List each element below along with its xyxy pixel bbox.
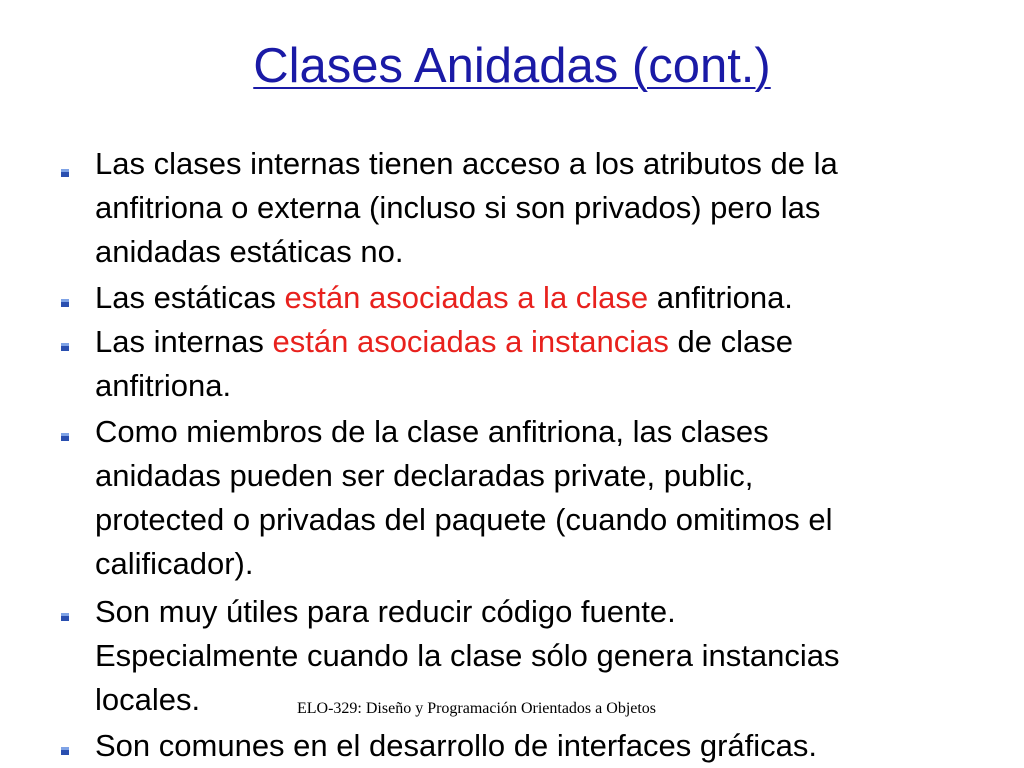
bullet-1-line-3: anidadas estáticas no. xyxy=(95,234,404,269)
bullet-3-text-start: Las internas xyxy=(95,324,273,359)
blue-square-bullet-icon xyxy=(60,746,70,756)
bullet-2-text-end: anfitriona. xyxy=(648,280,793,315)
bullet-3-highlight: están asociadas a instancias xyxy=(272,324,669,359)
bullet-6-line-1: Son comunes en el desarrollo de interfaces gráficas. xyxy=(95,728,818,763)
bullet-3-line-2: anfitriona. xyxy=(95,368,232,403)
bullet-4-line-4: calificador). xyxy=(95,546,254,581)
bullet-1-line-2: anfitriona o externa (incluso si son privados) pero las xyxy=(95,190,821,225)
slide-footer: ELO-329: Diseño y Programación Orientados a Objetos xyxy=(297,700,657,717)
blue-square-bullet-icon xyxy=(60,168,70,178)
blue-square-bullet-icon xyxy=(60,432,70,442)
blue-square-bullet-icon xyxy=(60,342,70,352)
bullet-4-line-1: Como miembros de la clase anfitriona, las clases xyxy=(95,414,769,449)
blue-square-bullet-icon xyxy=(60,298,70,308)
bullet-5-line-2: Especialmente cuando la clase sólo genera instancias xyxy=(95,638,840,673)
bullet-4-line-2: anidadas pueden ser declaradas private, public, xyxy=(95,458,754,493)
bullet-2-text-start: Las estáticas xyxy=(95,280,285,315)
bullet-3-text-end: de clase xyxy=(668,324,793,359)
bullet-5-line-1: Son muy útiles para reducir código fuente. xyxy=(95,594,676,629)
bullet-5-line-3: locales. xyxy=(95,682,201,717)
blue-square-bullet-icon xyxy=(60,612,70,622)
bullet-2-line-1 xyxy=(95,278,793,318)
bullet-1-line-1: Las clases internas tienen acceso a los atributos de la xyxy=(95,146,838,181)
slide-title: Clases Anidadas (cont.) xyxy=(253,39,771,93)
bullet-2-highlight: están asociadas a la clase xyxy=(284,280,649,315)
bullet-3-line-1 xyxy=(95,322,793,362)
bullet-4-line-3: protected o privadas del paquete (cuando omitimos el xyxy=(95,502,833,537)
